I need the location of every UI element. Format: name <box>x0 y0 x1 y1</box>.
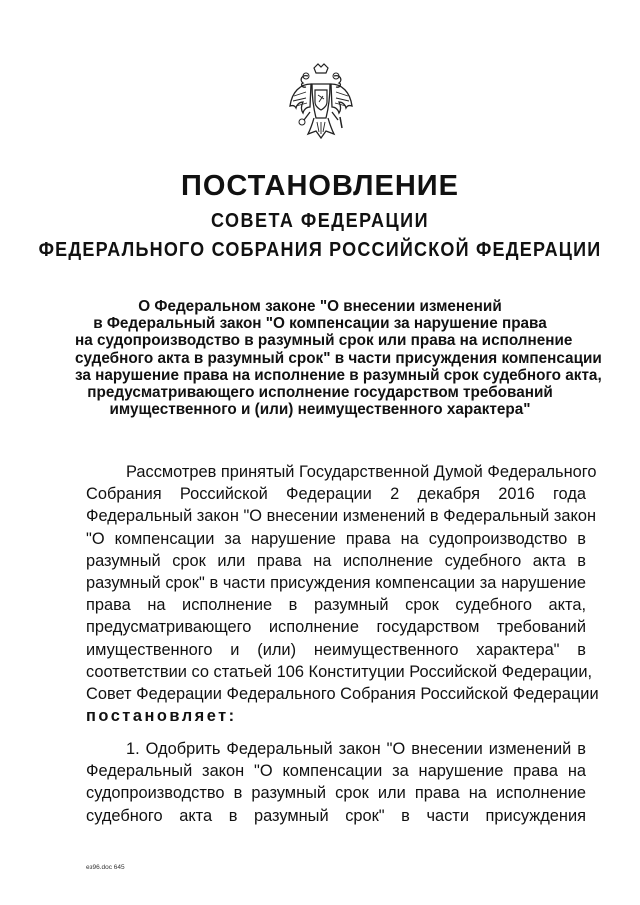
issuer-line-2: ФЕДЕРАЛЬНОГО СОБРАНИЯ РОССИЙСКОЙ ФЕДЕРАЦИИ <box>38 237 602 261</box>
text-line: Федеральный закон "О компенсации за нарушение права на <box>86 762 586 781</box>
subject-line: за нарушение права на исполнение в разумный срок судебного акта, <box>75 366 602 384</box>
text-line: Совет Федерации Федерального Собрания Российской Федерации <box>86 684 599 703</box>
text-line: "О компенсации за нарушение права на судопроизводство в <box>86 529 586 548</box>
text-line: судебного акта в разумный срок" в части присуждения <box>86 806 586 825</box>
subject-line: О Федеральном законе "О внесении изменений <box>138 298 502 315</box>
text-line: предусматривающего исполнение государством требований <box>86 618 586 637</box>
text-line: Федеральный закон "О внесении изменений в Федеральный закон <box>86 507 597 526</box>
document-title: ПОСТАНОВЛЕНИЕ <box>181 170 459 202</box>
resolution-item-1 <box>86 738 586 827</box>
subject-line: судебного акта в разумный срок" в части присуждения компенсации <box>75 349 602 367</box>
subject-line: в Федеральный закон "О компенсации за нарушение права <box>93 315 547 333</box>
document-file-code: ез96.doc 645 <box>86 864 125 871</box>
text-line: Рассмотрев принятый Государственной Думой Федерального <box>126 463 597 481</box>
text-line: соответствии со статьей 106 Конституции Российской Федерации, <box>86 662 593 681</box>
text-line: разумный срок" в части присуждения компенсации за нарушение <box>86 573 586 592</box>
document-subject <box>75 298 602 419</box>
issuer-line-1: СОВЕТА ФЕДЕРАЦИИ <box>210 208 430 232</box>
preamble-paragraph <box>86 461 599 727</box>
subject-line: на судопроизводство в разумный срок или права на исполнение <box>75 332 573 350</box>
text-line: 1. Одобрить Федеральный закон "О внесении изменений в <box>126 740 586 758</box>
text-line: судопроизводство в разумный срок или права на исполнение <box>86 784 586 803</box>
text-line: права на исполнение в разумный срок судебного акта, <box>86 596 586 615</box>
subject-line: имущественного и (или) неимущественного характера" <box>109 401 531 419</box>
text-line: Собрания Российской Федерации 2 декабря 2016 года <box>86 485 586 504</box>
coat-of-arms-icon <box>286 62 356 148</box>
text-line: разумный срок или права на исполнение судебного акта в <box>86 551 586 570</box>
decision-word: постановляет: <box>86 707 237 726</box>
text-line: имущественного и (или) неимущественного характера" в <box>86 640 586 659</box>
subject-line: предусматривающего исполнение государством требований <box>87 384 553 402</box>
